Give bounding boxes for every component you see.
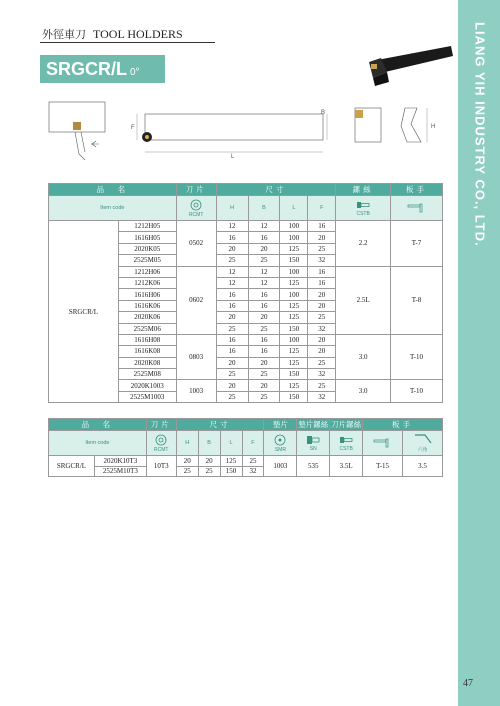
item-code-label: Item code bbox=[49, 196, 177, 221]
f-cell: 25 bbox=[308, 357, 336, 368]
col-wrench-header: 板手 bbox=[391, 184, 443, 196]
h-cell: 16 bbox=[216, 232, 248, 243]
h-cell: 25 bbox=[176, 466, 198, 477]
l-cell: 150 bbox=[220, 466, 242, 477]
col-insert-header: 刀片 bbox=[176, 184, 216, 196]
t2-shim-screw-code-label: SN bbox=[309, 445, 317, 452]
insert-cell: 0602 bbox=[176, 266, 216, 334]
t2-col-shim-header: 墊片 bbox=[264, 419, 297, 431]
l-cell: 100 bbox=[280, 334, 308, 345]
l-cell: 100 bbox=[280, 221, 308, 232]
f-cell: 32 bbox=[308, 323, 336, 334]
insert-cell: 0803 bbox=[176, 334, 216, 380]
col-h-label: H bbox=[216, 196, 248, 221]
h-cell: 25 bbox=[216, 323, 248, 334]
t2-col-b-label: B bbox=[198, 431, 220, 456]
h-cell: 20 bbox=[216, 380, 248, 391]
wrench-cell: T-15 bbox=[363, 456, 403, 477]
col-name-header: 品 名 bbox=[49, 184, 177, 196]
l-cell: 100 bbox=[280, 232, 308, 243]
insert-code-label: RCMT bbox=[188, 211, 204, 218]
b-cell: 16 bbox=[248, 300, 280, 311]
f-cell: 32 bbox=[308, 391, 336, 402]
screw-code-label: CSTB bbox=[356, 210, 370, 217]
f-cell: 20 bbox=[308, 346, 336, 357]
item-code-cell: 1616H05 bbox=[118, 232, 176, 243]
l-cell: 150 bbox=[280, 323, 308, 334]
item-code-cell: 2020K06 bbox=[118, 312, 176, 323]
f-cell: 32 bbox=[308, 255, 336, 266]
item-code-cell: 2020K10T3 bbox=[94, 456, 146, 467]
b-cell: 16 bbox=[248, 346, 280, 357]
l-cell: 125 bbox=[280, 312, 308, 323]
h-cell: 16 bbox=[216, 289, 248, 300]
t2-col-insert-screw-header: 刀片鏍絲 bbox=[331, 420, 362, 429]
item-code-cell: 2020K1003 bbox=[118, 380, 176, 391]
page-title bbox=[42, 26, 183, 42]
l-cell: 125 bbox=[280, 243, 308, 254]
t2-shim-screw-code-cell bbox=[297, 431, 330, 456]
h-cell: 12 bbox=[216, 266, 248, 277]
torx-wrench-icon bbox=[406, 203, 428, 213]
f-cell: 16 bbox=[308, 266, 336, 277]
b-cell: 12 bbox=[248, 221, 280, 232]
dim-b-label: B bbox=[321, 110, 326, 116]
screw-cell: 3.0 bbox=[336, 380, 391, 403]
series-cell: SRGCR/L bbox=[49, 456, 95, 477]
series-cell: SRGCR/L bbox=[49, 221, 119, 403]
b-cell: 20 bbox=[198, 456, 220, 467]
f-cell: 25 bbox=[242, 456, 264, 467]
shim-cell: 1003 bbox=[264, 456, 297, 477]
screw-code-cell bbox=[336, 196, 391, 221]
b-cell: 16 bbox=[248, 334, 280, 345]
f-cell: 20 bbox=[308, 289, 336, 300]
technical-drawing bbox=[45, 100, 445, 170]
wrench-cell: T-10 bbox=[391, 334, 443, 380]
b-cell: 12 bbox=[248, 266, 280, 277]
col-b-label: B bbox=[248, 196, 280, 221]
h-cell: 20 bbox=[216, 243, 248, 254]
b-cell: 16 bbox=[248, 232, 280, 243]
round-insert-icon bbox=[155, 434, 167, 446]
l-cell: 150 bbox=[280, 255, 308, 266]
hex-key-icon bbox=[413, 433, 433, 445]
t2-col-size-header: 尺寸 bbox=[176, 419, 264, 431]
b-cell: 20 bbox=[248, 380, 280, 391]
table-row bbox=[49, 221, 443, 232]
l-cell: 150 bbox=[280, 369, 308, 380]
item-code-cell: 1212K06 bbox=[118, 277, 176, 288]
wrench-cell: T-10 bbox=[391, 380, 443, 403]
b-cell: 25 bbox=[248, 255, 280, 266]
screw-cell: 3.0 bbox=[336, 334, 391, 380]
insert-cell: 10T3 bbox=[146, 456, 176, 477]
item-code-cell: 2525M06 bbox=[118, 323, 176, 334]
h-cell: 25 bbox=[216, 255, 248, 266]
t2-col-h-label: H bbox=[176, 431, 198, 456]
l-cell: 125 bbox=[280, 277, 308, 288]
round-insert-icon bbox=[190, 199, 202, 211]
t2-insert-code-label: RCMT bbox=[154, 446, 169, 453]
spec-table-10t3 bbox=[48, 418, 443, 477]
wrench-cell: T-7 bbox=[391, 221, 443, 267]
t2-col-shim-screw-header: 墊片鏍絲 bbox=[298, 420, 329, 429]
l-cell: 150 bbox=[280, 391, 308, 402]
screw-cell: 2.5L bbox=[336, 266, 391, 334]
screw-cell: 2.2 bbox=[336, 221, 391, 267]
h-cell: 12 bbox=[216, 221, 248, 232]
l-cell: 125 bbox=[280, 357, 308, 368]
item-code-cell: 2525M08 bbox=[118, 369, 176, 380]
h-cell: 16 bbox=[216, 334, 248, 345]
item-code-cell: 1212H06 bbox=[118, 266, 176, 277]
item-code-cell: 2525M1003 bbox=[118, 391, 176, 402]
t2-hex-key-cell bbox=[403, 431, 443, 456]
l-cell: 125 bbox=[220, 456, 242, 467]
b-cell: 25 bbox=[248, 369, 280, 380]
f-cell: 20 bbox=[308, 300, 336, 311]
l-cell: 100 bbox=[280, 289, 308, 300]
t2-hex-label: 六角 bbox=[417, 447, 428, 453]
dim-f-label: F bbox=[131, 125, 135, 131]
item-code-cell: 2525M10T3 bbox=[94, 466, 146, 477]
t2-item-code-label: Item code bbox=[49, 431, 147, 456]
t2-col-wrench-header: 板手 bbox=[363, 419, 443, 431]
spec-table-10t3-body bbox=[49, 456, 443, 477]
h-cell: 25 bbox=[216, 391, 248, 402]
f-cell: 20 bbox=[308, 334, 336, 345]
l-cell: 125 bbox=[280, 346, 308, 357]
b-cell: 20 bbox=[248, 243, 280, 254]
screw-icon bbox=[339, 435, 353, 445]
hex-cell: 3.5 bbox=[403, 456, 443, 477]
t2-col-f-label: F bbox=[242, 431, 264, 456]
f-cell: 25 bbox=[308, 380, 336, 391]
t2-torx-icon-cell bbox=[363, 431, 403, 456]
item-code-cell: 1212H05 bbox=[118, 221, 176, 232]
col-screw-header: 鏍絲 bbox=[336, 184, 391, 196]
b-cell: 25 bbox=[198, 466, 220, 477]
h-cell: 16 bbox=[216, 346, 248, 357]
shim-icon bbox=[274, 434, 286, 446]
b-cell: 25 bbox=[248, 323, 280, 334]
spec-table-body bbox=[49, 221, 443, 403]
category-cn: 外徑車刀 bbox=[42, 28, 86, 41]
shim-screw-cell: 535 bbox=[297, 456, 330, 477]
insert-cell: 0502 bbox=[176, 221, 216, 267]
screw-icon bbox=[356, 200, 370, 210]
model-angle: 0° bbox=[130, 66, 140, 78]
dim-h-label: H bbox=[431, 124, 436, 130]
col-f-label: F bbox=[308, 196, 336, 221]
f-cell: 25 bbox=[308, 312, 336, 323]
t2-screw-code-cell bbox=[330, 431, 363, 456]
header-divider bbox=[40, 42, 215, 43]
insert-code-cell bbox=[176, 196, 216, 221]
t2-col-name-header: 品 名 bbox=[49, 419, 147, 431]
t2-shim-code-label: SMR bbox=[274, 446, 286, 453]
shim-screw-icon bbox=[306, 435, 320, 445]
l-cell: 125 bbox=[280, 300, 308, 311]
h-cell: 20 bbox=[216, 312, 248, 323]
item-code-cell: 1616H08 bbox=[118, 334, 176, 345]
b-cell: 16 bbox=[248, 289, 280, 300]
spec-table-main bbox=[48, 183, 443, 403]
h-cell: 20 bbox=[216, 357, 248, 368]
page-number: 47 bbox=[463, 678, 473, 689]
t2-col-l-label: L bbox=[220, 431, 242, 456]
wrench-icon-cell bbox=[391, 196, 443, 221]
item-code-cell: 1616K08 bbox=[118, 346, 176, 357]
f-cell: 32 bbox=[242, 466, 264, 477]
table-row bbox=[49, 456, 443, 467]
h-cell: 25 bbox=[216, 369, 248, 380]
col-l-label: L bbox=[280, 196, 308, 221]
col-size-header: 尺寸 bbox=[216, 184, 336, 196]
b-cell: 25 bbox=[248, 391, 280, 402]
item-code-cell: 1616K06 bbox=[118, 300, 176, 311]
wrench-cell: T-8 bbox=[391, 266, 443, 334]
h-cell: 12 bbox=[216, 277, 248, 288]
t2-col-insert-header: 刀片 bbox=[146, 419, 176, 431]
insert-cell: 1003 bbox=[176, 380, 216, 403]
item-code-cell: 2525M05 bbox=[118, 255, 176, 266]
f-cell: 16 bbox=[308, 221, 336, 232]
item-code-cell: 2020K05 bbox=[118, 243, 176, 254]
tool-holder-photo bbox=[365, 38, 455, 88]
company-name: LIANG YIH INDUSTRY CO., LTD. bbox=[472, 22, 488, 247]
model-name: SRGCR/L bbox=[46, 58, 127, 79]
dim-l-label: L bbox=[231, 154, 235, 160]
model-banner bbox=[40, 55, 165, 83]
t2-insert-code-cell bbox=[146, 431, 176, 456]
item-code-cell: 2020K08 bbox=[118, 357, 176, 368]
h-cell: 20 bbox=[176, 456, 198, 467]
f-cell: 20 bbox=[308, 232, 336, 243]
l-cell: 100 bbox=[280, 266, 308, 277]
item-code-cell: 1616H06 bbox=[118, 289, 176, 300]
b-cell: 12 bbox=[248, 277, 280, 288]
t2-shim-code-cell bbox=[264, 431, 297, 456]
f-cell: 32 bbox=[308, 369, 336, 380]
insert-screw-cell: 3.5L bbox=[330, 456, 363, 477]
h-cell: 16 bbox=[216, 300, 248, 311]
t2-screw-code-label: CSTB bbox=[339, 445, 353, 452]
category-en: TOOL HOLDERS bbox=[93, 27, 183, 41]
f-cell: 16 bbox=[308, 277, 336, 288]
torx-wrench-icon bbox=[372, 438, 394, 448]
b-cell: 20 bbox=[248, 357, 280, 368]
f-cell: 25 bbox=[308, 243, 336, 254]
l-cell: 125 bbox=[280, 380, 308, 391]
b-cell: 20 bbox=[248, 312, 280, 323]
